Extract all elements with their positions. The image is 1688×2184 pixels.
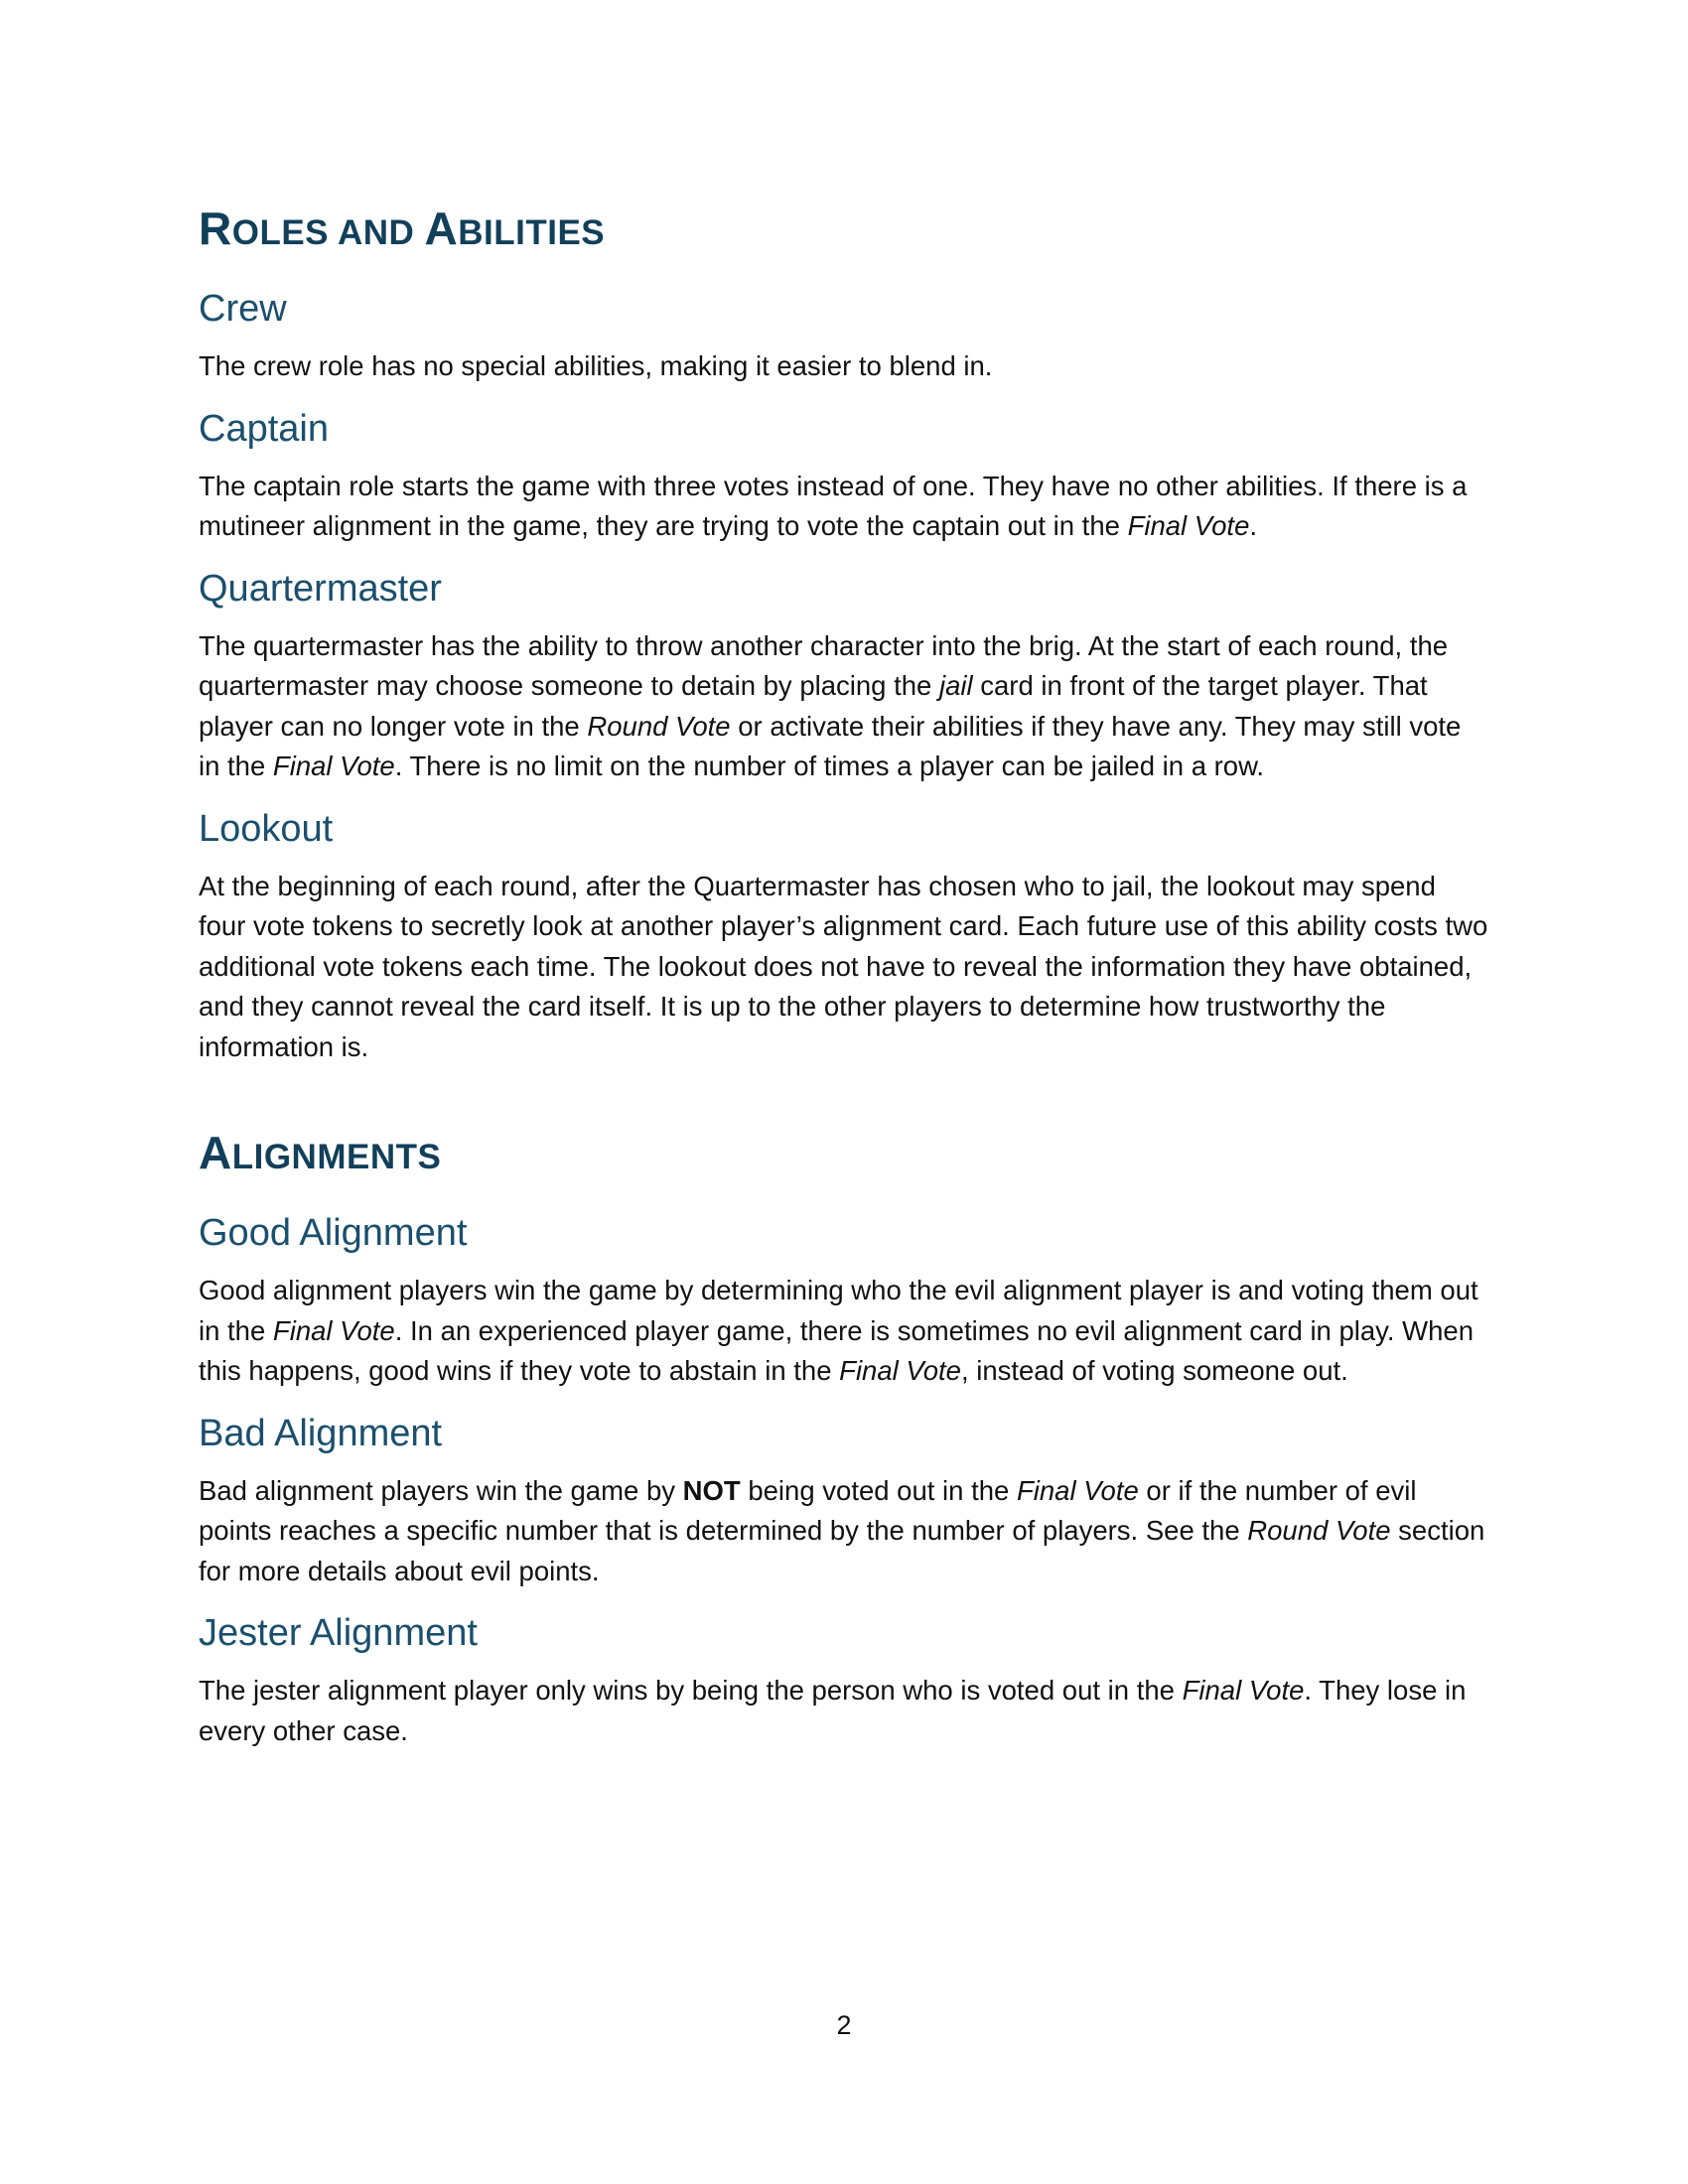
captain-heading: Captain	[199, 407, 329, 450]
document-page	[199, 199, 1489, 1751]
quartermaster-description: The quartermaster has the ability to throw another character into the brig. At the start of each round, the quartermaster may choose someone to detain by placing the jail card in front of the target player. That player can no longer vote in the Round Vote or activate their abilities if they have any. They may still vote in the Final Vote. There is no limit on the number of times a player can be jailed in a row.	[199, 629, 1462, 781]
bad-alignment-description: Bad alignment players win the game by NOT being voted out in the Final Vote or if the number of evil points reaches a specific number that is determined by the number of players. See the Round Vote section for more details about evil points.	[199, 1474, 1485, 1586]
quartermaster-heading: Quartermaster	[199, 567, 442, 610]
good-alignment-description: Good alignment players win the game by determining who the evil alignment player is and voting them out in the Final Vote. In an experienced player game, there is sometimes no evil alignment card in play. When this happens, good wins if they vote to abstain in the Final Vote, instead of voting someone out.	[199, 1275, 1478, 1386]
roles-and-abilities-heading: ROLES AND ABILITIES	[199, 203, 606, 254]
captain-description: The captain role starts the game with three votes instead of one. They have no other abilities. If there is a mutineer alignment in the game, they are trying to vote the captain out in the Final Vote.	[199, 470, 1468, 541]
lookout-heading: Lookout	[199, 807, 334, 850]
good-alignment-heading: Good Alignment	[199, 1212, 468, 1254]
crew-heading: Crew	[199, 288, 287, 330]
bad-alignment-heading: Bad Alignment	[199, 1412, 443, 1454]
lookout-description: At the beginning of each round, after the Quartermaster has chosen who to jail, the lookout may spend four vote tokens to secretly look at another player’s alignment card. Each future use of this ability costs two additional vote tokens each time. The lookout does not have to reveal the information they have obtained, and they cannot reveal the card itself. It is up to the other players to determine how trustworthy the information is.	[199, 870, 1488, 1062]
page-number: 2	[836, 2010, 852, 2040]
jester-alignment-description: The jester alignment player only wins by being the person who is voted out in the Final Vote. They lose in every other case.	[199, 1675, 1467, 1746]
alignments-heading: ALIGNMENTS	[199, 1127, 442, 1178]
crew-description: The crew role has no special abilities, making it easier to blend in.	[199, 350, 993, 381]
jester-alignment-heading: Jester Alignment	[199, 1612, 478, 1654]
